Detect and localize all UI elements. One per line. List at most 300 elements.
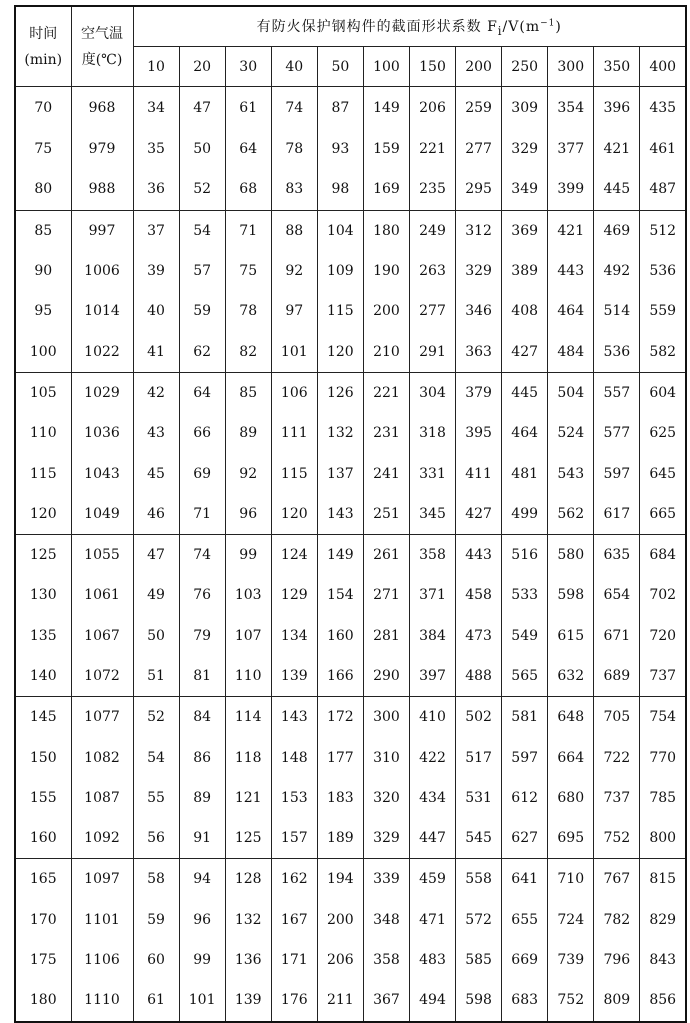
value-cell: 120 [271, 494, 317, 535]
value-cell: 177 [317, 737, 363, 777]
value-cell: 464 [502, 413, 548, 453]
value-cell: 562 [548, 494, 594, 535]
value-cell: 559 [640, 291, 686, 331]
value-cell: 754 [640, 697, 686, 738]
value-cell: 211 [317, 980, 363, 1021]
value-cell: 58 [133, 859, 179, 900]
value-cell: 128 [225, 859, 271, 900]
value-cell: 132 [317, 413, 363, 453]
value-cell: 705 [594, 697, 640, 738]
value-cell: 397 [409, 656, 455, 697]
value-cell: 572 [456, 900, 502, 940]
temperature-cell: 1061 [71, 575, 133, 615]
value-cell: 52 [133, 697, 179, 738]
value-cell: 115 [271, 453, 317, 493]
table-row [15, 210, 686, 251]
value-cell: 148 [271, 737, 317, 777]
value-cell: 782 [594, 900, 640, 940]
value-cell: 281 [363, 616, 409, 656]
value-cell: 37 [133, 210, 179, 251]
time-cell: 135 [15, 616, 71, 656]
value-cell: 76 [179, 575, 225, 615]
temperature-cell: 1092 [71, 818, 133, 859]
value-cell: 739 [548, 940, 594, 980]
value-cell: 488 [456, 656, 502, 697]
value-cell: 34 [133, 87, 179, 130]
value-cell: 139 [225, 980, 271, 1021]
value-cell: 55 [133, 778, 179, 818]
value-cell: 329 [363, 818, 409, 859]
time-cell: 85 [15, 210, 71, 251]
value-cell: 104 [317, 210, 363, 251]
value-cell: 221 [363, 372, 409, 413]
value-cell: 345 [409, 494, 455, 535]
value-cell: 809 [594, 980, 640, 1021]
value-cell: 395 [456, 413, 502, 453]
value-cell: 617 [594, 494, 640, 535]
time-cell: 95 [15, 291, 71, 331]
value-cell: 221 [409, 129, 455, 169]
value-cell: 484 [548, 331, 594, 372]
value-cell: 641 [502, 859, 548, 900]
table-row [15, 980, 686, 1021]
value-cell: 153 [271, 778, 317, 818]
value-cell: 469 [594, 210, 640, 251]
value-cell: 459 [409, 859, 455, 900]
value-cell: 259 [456, 87, 502, 130]
time-cell: 180 [15, 980, 71, 1021]
value-cell: 604 [640, 372, 686, 413]
value-cell: 329 [456, 251, 502, 291]
value-cell: 504 [548, 372, 594, 413]
value-cell: 162 [271, 859, 317, 900]
value-cell: 118 [225, 737, 271, 777]
value-cell: 180 [363, 210, 409, 251]
value-cell: 82 [225, 331, 271, 372]
value-cell: 61 [225, 87, 271, 130]
value-cell: 79 [179, 616, 225, 656]
time-cell: 80 [15, 169, 71, 210]
temperature-cell: 1110 [71, 980, 133, 1021]
factor-header-cell: 40 [271, 47, 317, 87]
value-cell: 565 [502, 656, 548, 697]
value-cell: 295 [456, 169, 502, 210]
value-cell: 169 [363, 169, 409, 210]
factor-header-cell: 150 [409, 47, 455, 87]
value-cell: 91 [179, 818, 225, 859]
value-cell: 737 [640, 656, 686, 697]
time-cell: 110 [15, 413, 71, 453]
value-cell: 722 [594, 737, 640, 777]
value-cell: 720 [640, 616, 686, 656]
value-cell: 331 [409, 453, 455, 493]
value-cell: 101 [271, 331, 317, 372]
value-cell: 514 [594, 291, 640, 331]
value-cell: 443 [456, 534, 502, 575]
value-cell: 40 [133, 291, 179, 331]
temperature-cell: 1077 [71, 697, 133, 738]
value-cell: 655 [502, 900, 548, 940]
value-cell: 597 [594, 453, 640, 493]
value-cell: 183 [317, 778, 363, 818]
value-cell: 304 [409, 372, 455, 413]
table-row [15, 737, 686, 777]
value-cell: 88 [271, 210, 317, 251]
value-cell: 46 [133, 494, 179, 535]
time-cell: 165 [15, 859, 71, 900]
value-cell: 124 [271, 534, 317, 575]
value-cell: 111 [271, 413, 317, 453]
value-cell: 702 [640, 575, 686, 615]
value-cell: 45 [133, 453, 179, 493]
value-cell: 50 [179, 129, 225, 169]
value-cell: 543 [548, 453, 594, 493]
temperature-cell: 1067 [71, 616, 133, 656]
value-cell: 346 [456, 291, 502, 331]
temperature-cell: 997 [71, 210, 133, 251]
temperature-cell: 988 [71, 169, 133, 210]
value-cell: 235 [409, 169, 455, 210]
value-cell: 494 [409, 980, 455, 1021]
value-cell: 752 [594, 818, 640, 859]
value-cell: 558 [456, 859, 502, 900]
factor-header-cell: 50 [317, 47, 363, 87]
value-cell: 87 [317, 87, 363, 130]
value-cell: 354 [548, 87, 594, 130]
value-cell: 598 [548, 575, 594, 615]
table-row [15, 656, 686, 697]
value-cell: 157 [271, 818, 317, 859]
value-cell: 134 [271, 616, 317, 656]
value-cell: 458 [456, 575, 502, 615]
value-cell: 367 [363, 980, 409, 1021]
value-cell: 737 [594, 778, 640, 818]
value-cell: 427 [502, 331, 548, 372]
value-cell: 577 [594, 413, 640, 453]
value-cell: 160 [317, 616, 363, 656]
value-cell: 92 [271, 251, 317, 291]
value-cell: 41 [133, 331, 179, 372]
value-cell: 856 [640, 980, 686, 1021]
value-cell: 36 [133, 169, 179, 210]
value-cell: 517 [456, 737, 502, 777]
value-cell: 371 [409, 575, 455, 615]
value-cell: 369 [502, 210, 548, 251]
value-cell: 194 [317, 859, 363, 900]
value-cell: 597 [502, 737, 548, 777]
value-cell: 290 [363, 656, 409, 697]
value-cell: 581 [502, 697, 548, 738]
value-cell: 249 [409, 210, 455, 251]
value-cell: 159 [363, 129, 409, 169]
value-cell: 384 [409, 616, 455, 656]
value-cell: 74 [271, 87, 317, 130]
temperature-cell: 1106 [71, 940, 133, 980]
time-cell: 155 [15, 778, 71, 818]
temperature-cell: 1029 [71, 372, 133, 413]
value-cell: 524 [548, 413, 594, 453]
value-cell: 349 [502, 169, 548, 210]
temperature-cell: 968 [71, 87, 133, 130]
value-cell: 129 [271, 575, 317, 615]
time-header: 时间 (min) [15, 6, 71, 87]
table-row [15, 940, 686, 980]
value-cell: 59 [179, 291, 225, 331]
table-row [15, 453, 686, 493]
value-cell: 399 [548, 169, 594, 210]
value-cell: 101 [179, 980, 225, 1021]
table-row [15, 697, 686, 738]
value-cell: 57 [179, 251, 225, 291]
value-cell: 54 [179, 210, 225, 251]
temperature-cell: 1055 [71, 534, 133, 575]
value-cell: 167 [271, 900, 317, 940]
temperature-cell: 1087 [71, 778, 133, 818]
value-cell: 695 [548, 818, 594, 859]
temperature-cell: 979 [71, 129, 133, 169]
value-cell: 206 [317, 940, 363, 980]
value-cell: 481 [502, 453, 548, 493]
temperature-cell: 1072 [71, 656, 133, 697]
value-cell: 263 [409, 251, 455, 291]
value-cell: 545 [456, 818, 502, 859]
value-cell: 81 [179, 656, 225, 697]
value-cell: 435 [640, 87, 686, 130]
temperature-cell: 1043 [71, 453, 133, 493]
value-cell: 671 [594, 616, 640, 656]
value-cell: 348 [363, 900, 409, 940]
table-row [15, 87, 686, 130]
value-cell: 241 [363, 453, 409, 493]
time-cell: 100 [15, 331, 71, 372]
value-cell: 767 [594, 859, 640, 900]
value-cell: 71 [179, 494, 225, 535]
value-cell: 320 [363, 778, 409, 818]
value-cell: 83 [271, 169, 317, 210]
value-cell: 443 [548, 251, 594, 291]
section-factor-header: 有防火保护钢构件的截面形状系数 $F_i/V(m^{-1})$ [133, 6, 686, 47]
value-cell: 93 [317, 129, 363, 169]
value-cell: 379 [456, 372, 502, 413]
table-row [15, 129, 686, 169]
time-cell: 145 [15, 697, 71, 738]
value-cell: 271 [363, 575, 409, 615]
value-cell: 74 [179, 534, 225, 575]
value-cell: 557 [594, 372, 640, 413]
value-cell: 487 [640, 169, 686, 210]
value-cell: 171 [271, 940, 317, 980]
value-cell: 78 [271, 129, 317, 169]
value-cell: 843 [640, 940, 686, 980]
value-cell: 632 [548, 656, 594, 697]
value-cell: 625 [640, 413, 686, 453]
value-cell: 115 [317, 291, 363, 331]
value-cell: 277 [456, 129, 502, 169]
factor-header-cell: 400 [640, 47, 686, 87]
value-cell: 408 [502, 291, 548, 331]
value-cell: 300 [363, 697, 409, 738]
value-cell: 464 [548, 291, 594, 331]
value-cell: 149 [317, 534, 363, 575]
temperature-cell: 1097 [71, 859, 133, 900]
factor-header-cell: 30 [225, 47, 271, 87]
value-cell: 598 [456, 980, 502, 1021]
value-cell: 75 [225, 251, 271, 291]
value-cell: 107 [225, 616, 271, 656]
factor-header-cell: 10 [133, 47, 179, 87]
time-cell: 70 [15, 87, 71, 130]
value-cell: 724 [548, 900, 594, 940]
value-cell: 612 [502, 778, 548, 818]
table-body [15, 87, 686, 1022]
value-cell: 516 [502, 534, 548, 575]
factor-header-cell: 300 [548, 47, 594, 87]
factor-header-cell: 20 [179, 47, 225, 87]
table-row [15, 291, 686, 331]
value-cell: 52 [179, 169, 225, 210]
table-row [15, 372, 686, 413]
value-cell: 461 [640, 129, 686, 169]
value-cell: 189 [317, 818, 363, 859]
value-cell: 206 [409, 87, 455, 130]
time-cell: 160 [15, 818, 71, 859]
value-cell: 627 [502, 818, 548, 859]
value-cell: 499 [502, 494, 548, 535]
value-cell: 35 [133, 129, 179, 169]
value-cell: 120 [317, 331, 363, 372]
value-cell: 200 [317, 900, 363, 940]
value-cell: 143 [271, 697, 317, 738]
value-cell: 42 [133, 372, 179, 413]
table-row [15, 494, 686, 535]
value-cell: 277 [409, 291, 455, 331]
value-cell: 654 [594, 575, 640, 615]
value-cell: 210 [363, 331, 409, 372]
value-cell: 445 [502, 372, 548, 413]
value-cell: 99 [225, 534, 271, 575]
value-cell: 447 [409, 818, 455, 859]
value-cell: 98 [317, 169, 363, 210]
time-cell: 130 [15, 575, 71, 615]
value-cell: 422 [409, 737, 455, 777]
value-cell: 473 [456, 616, 502, 656]
value-cell: 815 [640, 859, 686, 900]
value-cell: 533 [502, 575, 548, 615]
value-cell: 92 [225, 453, 271, 493]
table-row [15, 251, 686, 291]
value-cell: 166 [317, 656, 363, 697]
value-cell: 200 [363, 291, 409, 331]
value-cell: 377 [548, 129, 594, 169]
value-cell: 56 [133, 818, 179, 859]
factor-header-cell: 250 [502, 47, 548, 87]
temperature-cell: 1049 [71, 494, 133, 535]
value-cell: 94 [179, 859, 225, 900]
value-cell: 154 [317, 575, 363, 615]
table-row [15, 900, 686, 940]
value-cell: 536 [640, 251, 686, 291]
value-cell: 683 [502, 980, 548, 1021]
value-cell: 421 [594, 129, 640, 169]
value-cell: 483 [409, 940, 455, 980]
value-cell: 47 [133, 534, 179, 575]
value-cell: 97 [271, 291, 317, 331]
value-cell: 109 [317, 251, 363, 291]
time-cell: 140 [15, 656, 71, 697]
value-cell: 615 [548, 616, 594, 656]
value-cell: 358 [409, 534, 455, 575]
value-cell: 329 [502, 129, 548, 169]
value-cell: 318 [409, 413, 455, 453]
value-cell: 411 [456, 453, 502, 493]
value-cell: 89 [179, 778, 225, 818]
table-row [15, 616, 686, 656]
value-cell: 261 [363, 534, 409, 575]
value-cell: 445 [594, 169, 640, 210]
value-cell: 310 [363, 737, 409, 777]
value-cell: 669 [502, 940, 548, 980]
value-cell: 502 [456, 697, 502, 738]
time-cell: 75 [15, 129, 71, 169]
value-cell: 84 [179, 697, 225, 738]
value-cell: 536 [594, 331, 640, 372]
factor-header-cell: 350 [594, 47, 640, 87]
value-cell: 172 [317, 697, 363, 738]
value-cell: 471 [409, 900, 455, 940]
value-cell: 800 [640, 818, 686, 859]
table-row [15, 818, 686, 859]
value-cell: 125 [225, 818, 271, 859]
value-cell: 47 [179, 87, 225, 130]
value-cell: 137 [317, 453, 363, 493]
value-cell: 96 [179, 900, 225, 940]
value-cell: 78 [225, 291, 271, 331]
table-row [15, 778, 686, 818]
value-cell: 585 [456, 940, 502, 980]
temperature-header: 空气温 度(℃) [71, 6, 133, 87]
value-cell: 103 [225, 575, 271, 615]
value-cell: 410 [409, 697, 455, 738]
value-cell: 680 [548, 778, 594, 818]
table-row [15, 575, 686, 615]
time-cell: 90 [15, 251, 71, 291]
value-cell: 582 [640, 331, 686, 372]
value-cell: 126 [317, 372, 363, 413]
temperature-cell: 1082 [71, 737, 133, 777]
value-cell: 121 [225, 778, 271, 818]
value-cell: 635 [594, 534, 640, 575]
temperature-cell: 1014 [71, 291, 133, 331]
value-cell: 85 [225, 372, 271, 413]
value-cell: 710 [548, 859, 594, 900]
time-cell: 115 [15, 453, 71, 493]
table-row [15, 169, 686, 210]
value-cell: 86 [179, 737, 225, 777]
value-cell: 309 [502, 87, 548, 130]
value-cell: 66 [179, 413, 225, 453]
value-cell: 752 [548, 980, 594, 1021]
time-cell: 105 [15, 372, 71, 413]
factor-header-cell: 200 [456, 47, 502, 87]
value-cell: 149 [363, 87, 409, 130]
value-cell: 50 [133, 616, 179, 656]
value-cell: 492 [594, 251, 640, 291]
value-cell: 139 [271, 656, 317, 697]
value-cell: 512 [640, 210, 686, 251]
value-cell: 665 [640, 494, 686, 535]
value-cell: 106 [271, 372, 317, 413]
value-cell: 54 [133, 737, 179, 777]
